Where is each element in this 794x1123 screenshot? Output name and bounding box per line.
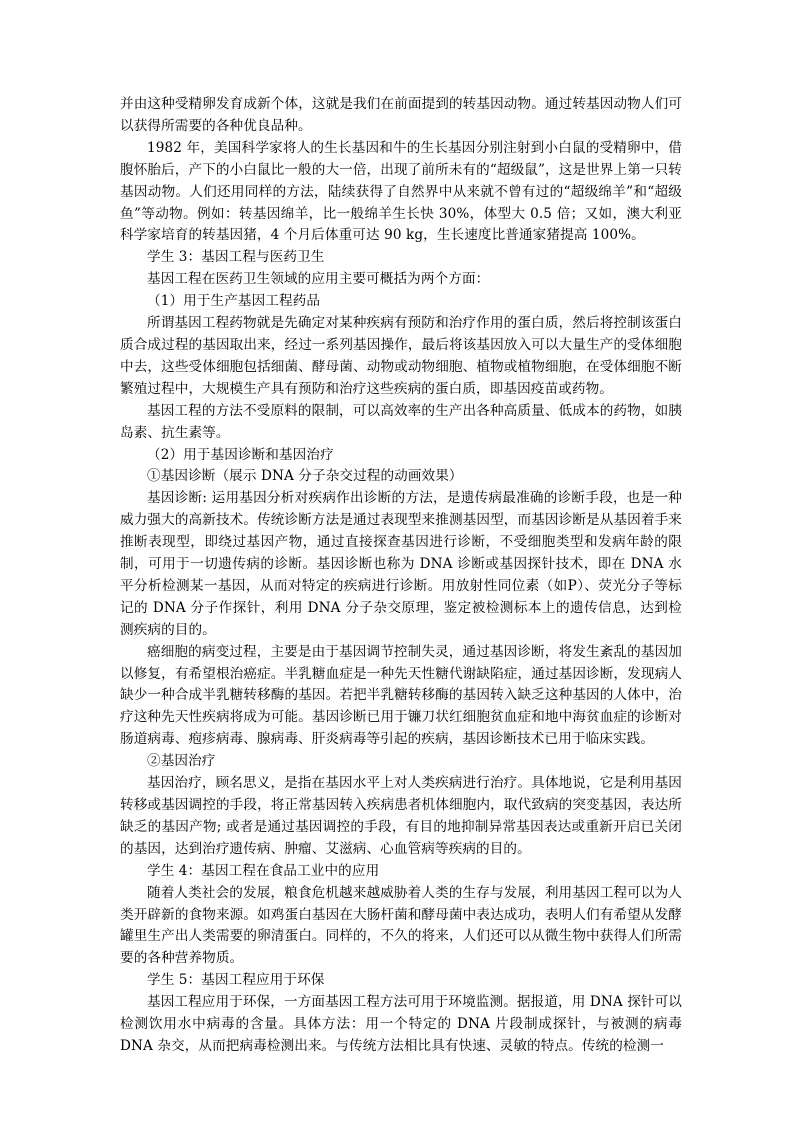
subheading-2: （2）用于基因诊断和基因治疗 <box>147 446 334 463</box>
paragraph-6: 基因诊断: 运用基因分析对疾病作出诊断的方法，是遗传病最准确的诊断手段，也是一种威力强大的高新技术。传统诊断方法是通过表现型来推测基因型，而基因诊断是从基因着手来推断表现型，即绕过基因产物，通过直接探查基因进行诊断，不受细胞类型和发病年龄的限制，可用于一切遗传病的诊断。基因诊断也称为 DNA 诊断或基因探针技术，即在 DNA 水平分析检测某一基因，从而对特定的疾病进行诊断。用放射性同位素（如P）、荧光分子等标记的 DNA 分子作探针，利用 DNA 分子杂交原理，鉴定被检测标本上的遗传信息，达到检测疾病的目的。 <box>120 490 682 638</box>
paragraph-10: 基因工程应用于环保，一方面基因工程方法可用于环境监测。据报道，用 DNA 探针可以检测饮用水中病毒的含量。具体方法：用一个特定的 DNA 片段制成探针，与被测的病毒 DNA 杂交，从而把病毒检测出来。与传统方法相比具有快速、灵敏的特点。传统的检测一 <box>120 994 682 1054</box>
subheading-1: （1）用于生产基因工程药品 <box>147 293 321 310</box>
paragraph-8: 基因治疗，顾名思义，是指在基因水平上对人类疾病进行治疗。具体地说，它是利用基因转移或基因调控的手段，将正常基因转入疾病患者机体细胞内，取代致病的突变基因，表达所缺乏的基因产物; 或者是通过基因调控的手段，有目的地抑制异常基因表达或重新开启已关闭的基因，达到治疗遗传病、肿瘤、艾滋病、心血管病等疾病的目的。 <box>120 775 682 857</box>
section-heading-student-3: 学生 3：基因工程与医药卫生 <box>147 249 325 266</box>
paragraph-4: 所谓基因工程药物就是先确定对某种疾病有预防和治疗作用的蛋白质，然后将控制该蛋白质合成过程的基因取出来，经过一系列基因操作，最后将该基因放入可以大量生产的受体细胞中去，这些受体细胞包括细菌、酵母菌、动物或动物细胞、植物或植物细胞，在受体细胞不断繁殖过程中，大规模生产具有预防和治疗这些疾病的蛋白质，即基因疫苗或药物。 <box>120 315 682 397</box>
paragraph-3: 基因工程在医药卫生领域的应用主要可概括为两个方面： <box>147 271 490 288</box>
paragraph-5: 基因工程的方法不受原料的限制，可以高效率的生产出各种高质量、低成本的药物，如胰岛素、抗生素等。 <box>120 402 682 441</box>
paragraph-7: 癌细胞的病变过程，主要是由于基因调节控制失灵，通过基因诊断，将发生紊乱的基因加以修复，有希望根治癌症。半乳糖血症是一种先天性糖代谢缺陷症，通过基因诊断，发现病人缺少一种合成半乳糖转移酶的基因。若把半乳糖转移酶的基因转入缺乏这种基因的人体中，治疗这种先天性疾病将成为可能。基因诊断已用于镰刀状红细胞贫血症和地中海贫血症的诊断对肠道病毒、疱疹病毒、腺病毒、肝炎病毒等引起的疾病，基因诊断技术已用于临床实践。 <box>120 643 682 748</box>
subheading-gene-therapy: ②基因治疗 <box>147 753 216 770</box>
document-body <box>120 94 682 1058</box>
section-heading-student-4: 学生 4：基因工程在食品工业中的应用 <box>147 862 380 879</box>
subheading-gene-diagnosis: ①基因诊断（展示 DNA 分子杂交过程的动画效果） <box>147 468 463 485</box>
section-heading-student-5: 学生 5：基因工程应用于环保 <box>147 972 325 989</box>
paragraph-9: 随着人类社会的发展，粮食危机越来越威胁着人类的生存与发展，利用基因工程可以为人类开辟新的食物来源。如鸡蛋白基因在大肠杆菌和酵母菌中表达成功，表明人们有希望从发酵罐里生产出人类需要的卵清蛋白。同样的，不久的将来，人们还可以从微生物中获得人们所需要的各种营养物质。 <box>120 884 682 967</box>
paragraph-2: 1982 年，美国科学家将人的生长基因和牛的生长基因分别注射到小白鼠的受精卵中，借腹怀胎后，产下的小白鼠比一般的大一倍，出现了前所未有的“超级鼠”，这是世界上第一只转基因动物。人们还用同样的方法，陆续获得了自然界中从来就不曾有过的“超级绵羊”和“超级鱼”等动物。例如：转基因绵羊，比一般绵羊生长快 30%，体型大 0.5 倍；又如，澳大利亚科学家培育的转基因猪，4 个月后体重可达 90 kg，生长速度比普通家猪提高 100%。 <box>120 139 682 244</box>
paragraph-1: 并由这种受精卵发育成新个体，这就是我们在前面提到的转基因动物。通过转基因动物人们可以获得所需要的各种优良品种。 <box>120 96 682 134</box>
